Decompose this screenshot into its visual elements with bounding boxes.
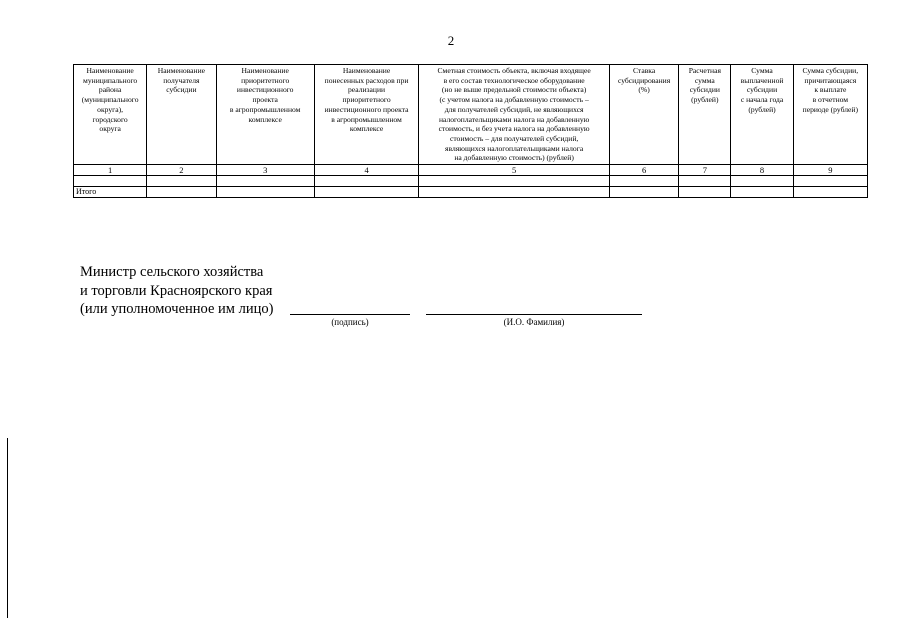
table-cell (793, 176, 867, 187)
table-header-row (74, 65, 868, 165)
table-cell (74, 176, 147, 187)
table-cell (216, 176, 314, 187)
column-number: 7 (679, 165, 731, 176)
signatory-title-line: (или уполномоченное им лицо) (80, 301, 274, 317)
table-cell (216, 187, 314, 198)
table-cell (609, 176, 678, 187)
table-cell (147, 176, 216, 187)
header-cell-paid-amount: Сумма выплаченной субсидии с начала года (рублей) (731, 65, 793, 165)
header-cell-estimated-cost: Сметная стоимость объекта, включая входящее в его состав технологическое оборудование (но не выше предельной стоимости объекта) (с учетом налога на добавленную стоимость – для получателей субсидий, не являющихся налогоплательщиками налога на добавленную стоимость, и без учета налога на добавленную стоимость – для получателей субсидий, являющихся налогоплательщиками налога на добавленную стоимость) (рублей) (419, 65, 610, 165)
table-cell (147, 187, 216, 198)
header-cell-project: Наименование приоритетного инвестиционного проекта в агропромышленном комплексе (216, 65, 314, 165)
table-cell (793, 187, 867, 198)
column-number: 2 (147, 165, 216, 176)
table-cell (314, 176, 418, 187)
table-cell (679, 187, 731, 198)
signatory-title-line: Министр сельского хозяйства (80, 264, 264, 280)
scan-edge-line (7, 438, 8, 618)
signatory-title-line: и торговли Красноярского края (80, 282, 273, 299)
name-line (426, 314, 642, 315)
column-number: 5 (419, 165, 610, 176)
signature-caption: (подпись) (331, 317, 369, 327)
table-cell (419, 187, 610, 198)
column-number-row (74, 165, 868, 176)
signatory-block (80, 263, 273, 319)
column-number: 8 (731, 165, 793, 176)
column-number: 6 (609, 165, 678, 176)
signature-line (290, 314, 410, 315)
table-cell (731, 176, 793, 187)
column-number: 9 (793, 165, 867, 176)
column-number: 4 (314, 165, 418, 176)
table-cell (419, 176, 610, 187)
name-caption: (И.О. Фамилия) (503, 317, 565, 327)
page-number: 2 (447, 33, 455, 48)
table-cell (609, 187, 678, 198)
header-cell-expenses: Наименование понесенных расходов при реализации приоритетного инвестиционного проекта в агропромышленном комплексе (314, 65, 418, 165)
header-cell-district: Наименование муниципального района (муниципального округа), городского округа (74, 65, 147, 165)
subsidy-table (73, 64, 868, 198)
header-cell-subsidy-rate: Ставка субсидирования (%) (609, 65, 678, 165)
table-cell (731, 187, 793, 198)
table-cell (679, 176, 731, 187)
total-row (74, 187, 868, 198)
table-row (74, 176, 868, 187)
column-number: 1 (74, 165, 147, 176)
header-cell-amount-due: Сумма субсидии, причитающаяся к выплате в отчетном периоде (рублей) (793, 65, 867, 165)
table-cell (314, 187, 418, 198)
column-number: 3 (216, 165, 314, 176)
header-cell-recipient: Наименование получателя субсидии (147, 65, 216, 165)
total-label: Итого (74, 187, 147, 198)
header-cell-calculated-amount: Расчетная сумма субсидии (рублей) (679, 65, 731, 165)
